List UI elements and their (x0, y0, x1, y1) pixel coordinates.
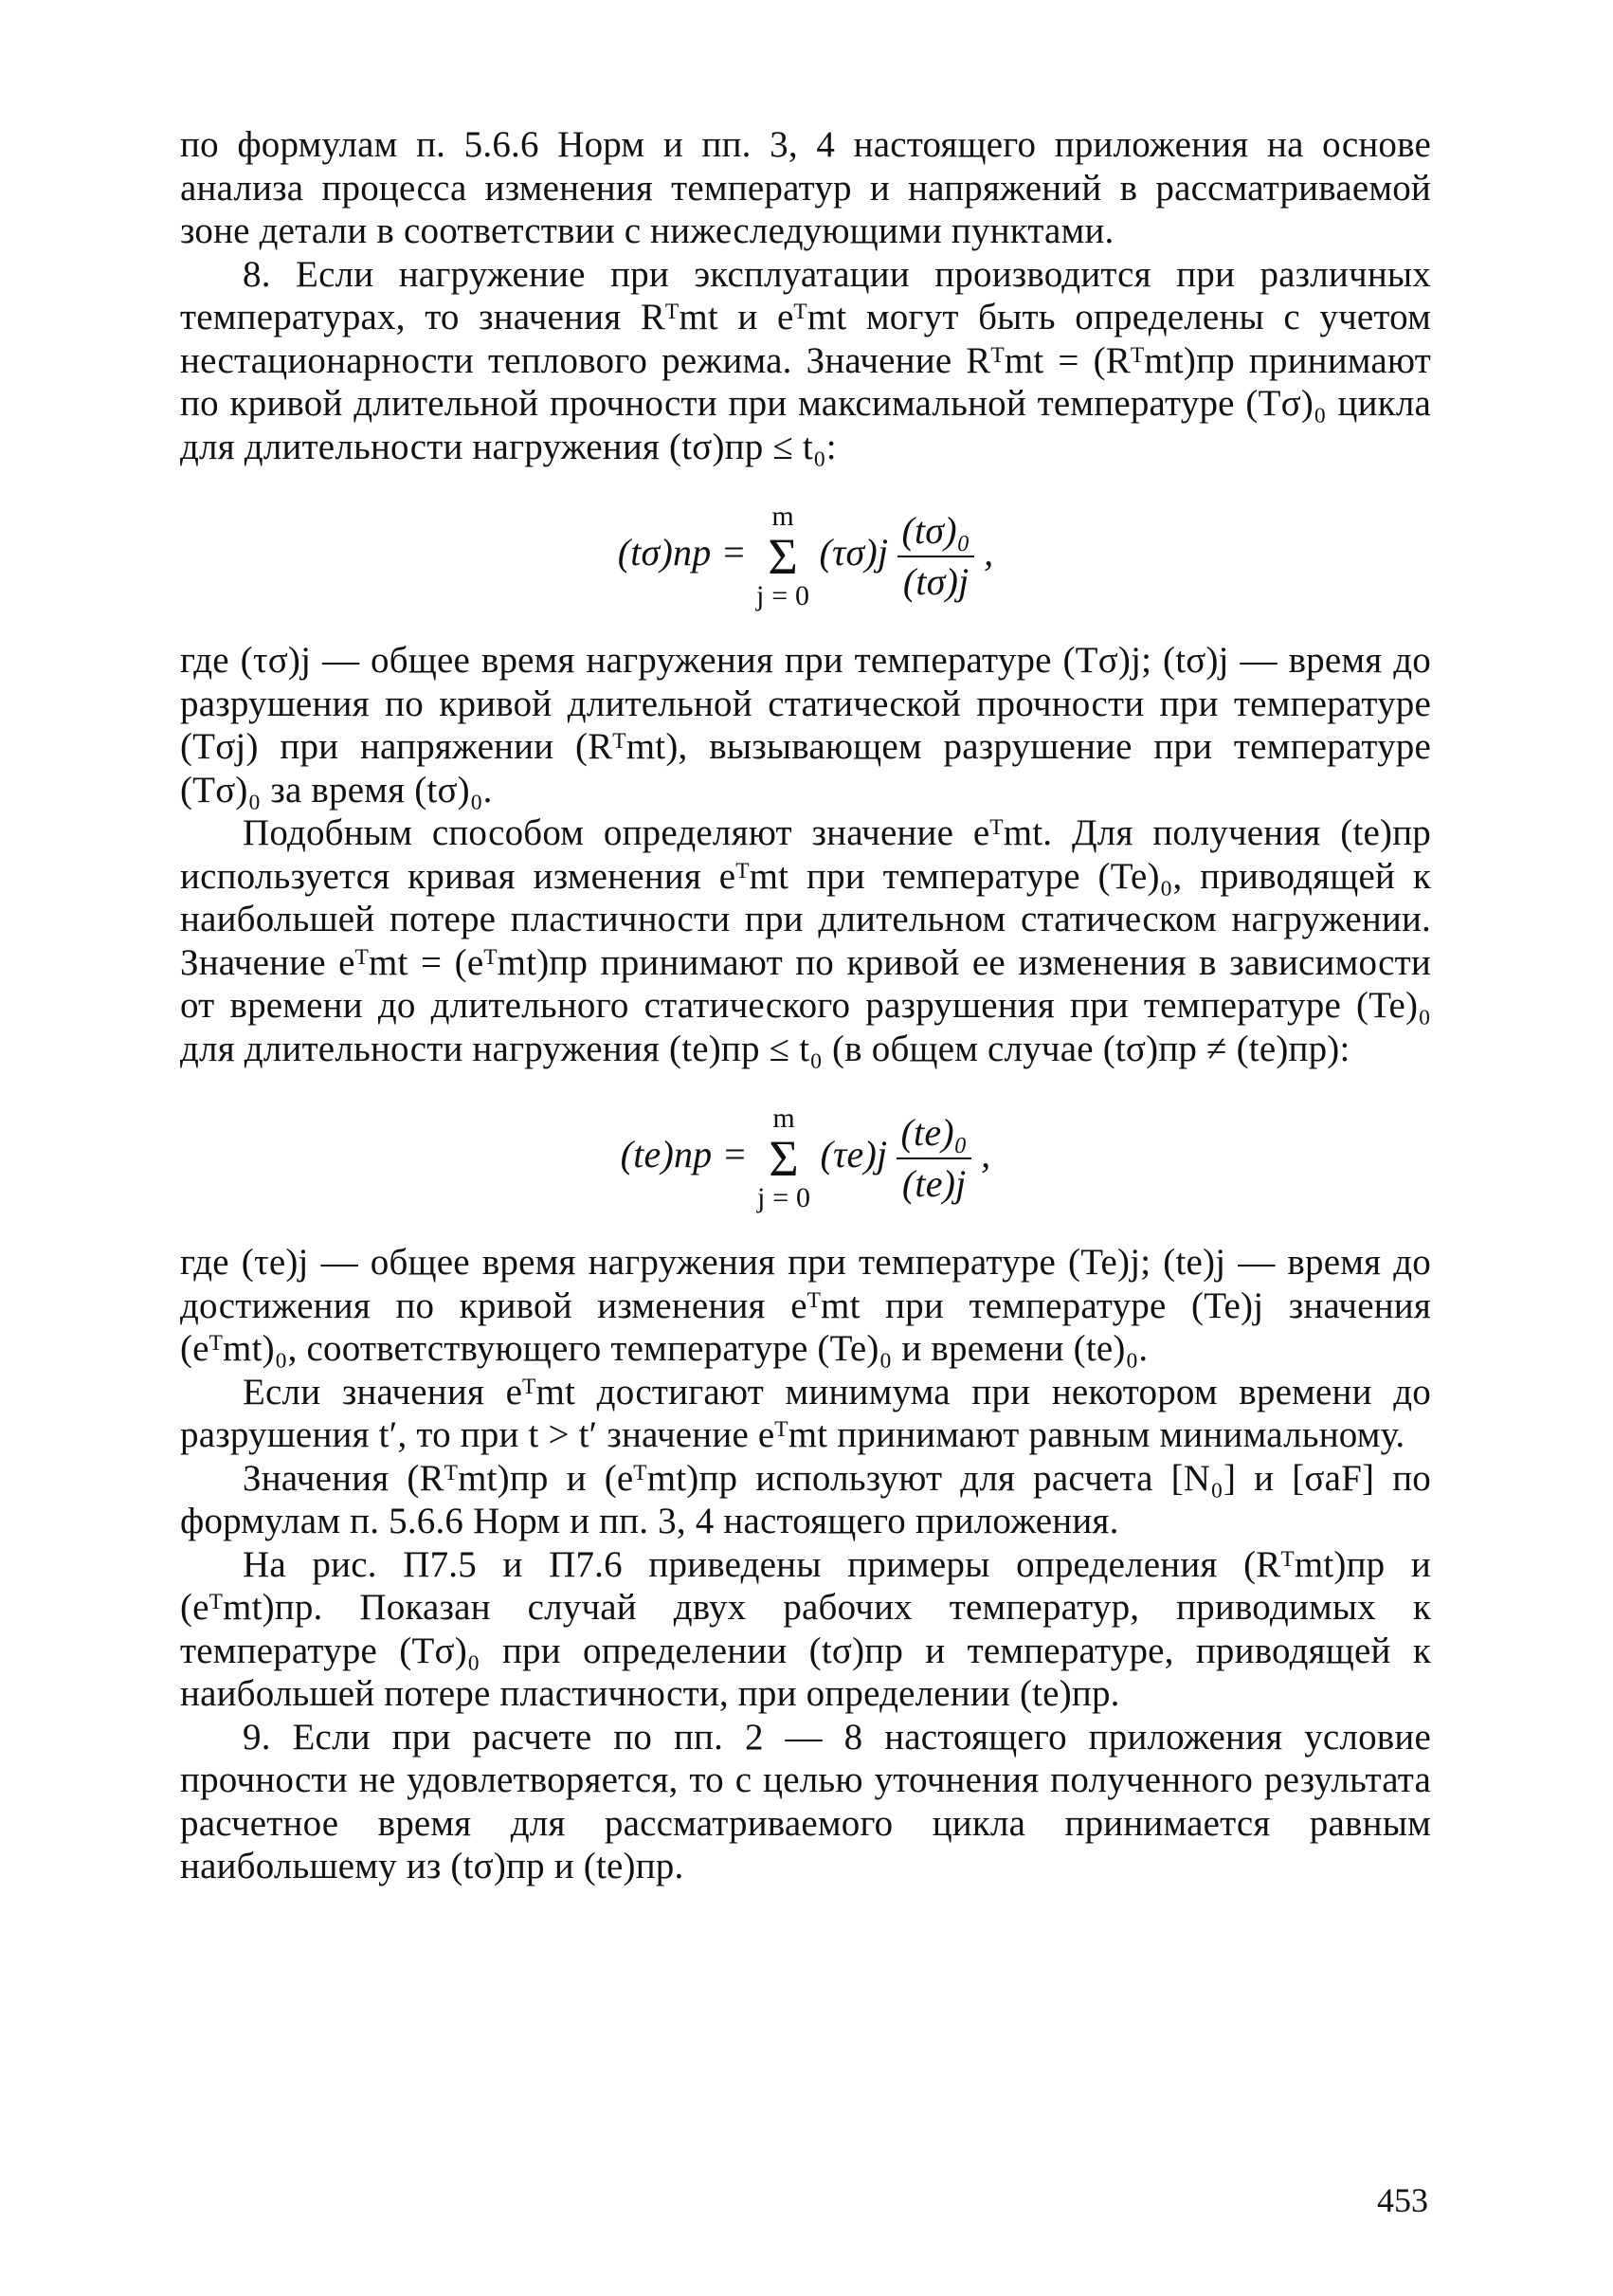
paragraph-item-8: 8. Если нагружение при эксплуатации производится при различных температурах, то значения Rᵀmt и eᵀmt могут быть определены с учетом нестационарности теплового режима. Значение Rᵀmt = (Rᵀmt)пр принимают по кривой длительной прочности при максимальной температуре (Tσ)₀ цикла для длительности нагружения (tσ)пр ≤ t₀: (180, 253, 1431, 467)
paragraph-1: по формулам п. 5.6.6 Норм и пп. 3, 4 настоящего приложения на основе анализа процесса изменения температур и напряжений в рассматриваемой зоне детали в соответствии с нижеследующими пунктами. (180, 124, 1431, 251)
sum-upper-limit: m (771, 501, 794, 532)
sum-symbol: m Σ j = 0 (756, 501, 810, 611)
formula-t-sigma (180, 502, 1431, 610)
formula-2-lhs: (te)пр = (620, 1133, 757, 1176)
paragraph-values-used: Значения (Rᵀmt)пр и (eᵀmt)пр используют для расчета [N₀] и [σaF] по формулам п. 5.6.6 Норм и пп. 3, 4 настоящего приложения. (180, 1457, 1431, 1541)
formula-1-lhs: (tσ)пр = (617, 531, 756, 574)
sum-symbol: m Σ j = 0 (756, 1102, 811, 1213)
fraction-numerator: (tσ)₀ (897, 506, 973, 557)
formula-2-tail: , (981, 1133, 991, 1176)
formula-t-e (180, 1104, 1431, 1212)
formula-2-fraction (897, 1108, 970, 1209)
formula-1-fraction (897, 506, 973, 607)
body-text (180, 123, 1431, 1888)
sum-lower-limit: j = 0 (756, 1182, 811, 1213)
paragraph-minimum: Если значения eᵀmt достигают минимума при некотором времени до разрушения t′, то при t > t′ значение eᵀmt принимают равным минимальному. (180, 1371, 1431, 1455)
fraction-denominator: (te)j (901, 1162, 967, 1205)
fraction-denominator: (tσ)j (902, 560, 970, 603)
fraction-numerator: (te)₀ (897, 1108, 970, 1159)
formula-2-term: (τe)j (820, 1133, 888, 1176)
paragraph-item-9: 9. Если при расчете по пп. 2 — 8 настоящего приложения условие прочности не удовлетворяется, то с целью уточнения полученного результата расчетное время для рассматриваемого цикла принимается равным наибольшему из (tσ)пр и (te)пр. (180, 1716, 1431, 1886)
formula-1-tail: , (984, 531, 994, 574)
formula-1-term: (τσ)j (819, 531, 889, 574)
page-number: 453 (1377, 2181, 1428, 2219)
sum-lower-limit: j = 0 (756, 580, 810, 611)
paragraph-where-2: где (τe)j — общее время нагружения при температуре (Te)j; (te)j — время до достижения по кривой изменения eᵀmt при температуре (Te)j значения (eᵀmt)₀, соответствующего температуре (Te)₀ и времени (te)₀. (180, 1242, 1431, 1369)
paragraph-e-method: Подобным способом определяют значение eᵀmt. Для получения (te)пр используется кривая изменения eᵀmt при температуре (Te)₀, приводящей к наибольшей потере пластичности при длительном статическом нагружении. Значение eᵀmt = (eᵀmt)пр принимают по кривой ее изменения в зависимости от времени до длительного статического разрушения при температуре (Te)₀ для длительности нагружения (te)пр ≤ t₀ (в общем случае (tσ)пр ≠ (te)пр): (180, 812, 1431, 1069)
paragraph-where-1: где (τσ)j — общее время нагружения при температуре (Tσ)j; (tσ)j — время до разрушения по кривой длительной статической прочности при температуре (Tσj) при напряжении (Rᵀmt), вызывающем разрушение при температуре (Tσ)₀ за время (tσ)₀. (180, 640, 1431, 811)
paragraph-figures: На рис. П7.5 и П7.6 приведены примеры определения (Rᵀmt)пр и (eᵀmt)пр. Показан случай двух рабочих температур, приводимых к температуре (Tσ)₀ при определении (tσ)пр и температуре, приводящей к наибольшей потере пластичности, при определении (te)пр. (180, 1543, 1431, 1714)
sum-upper-limit: m (772, 1102, 795, 1134)
